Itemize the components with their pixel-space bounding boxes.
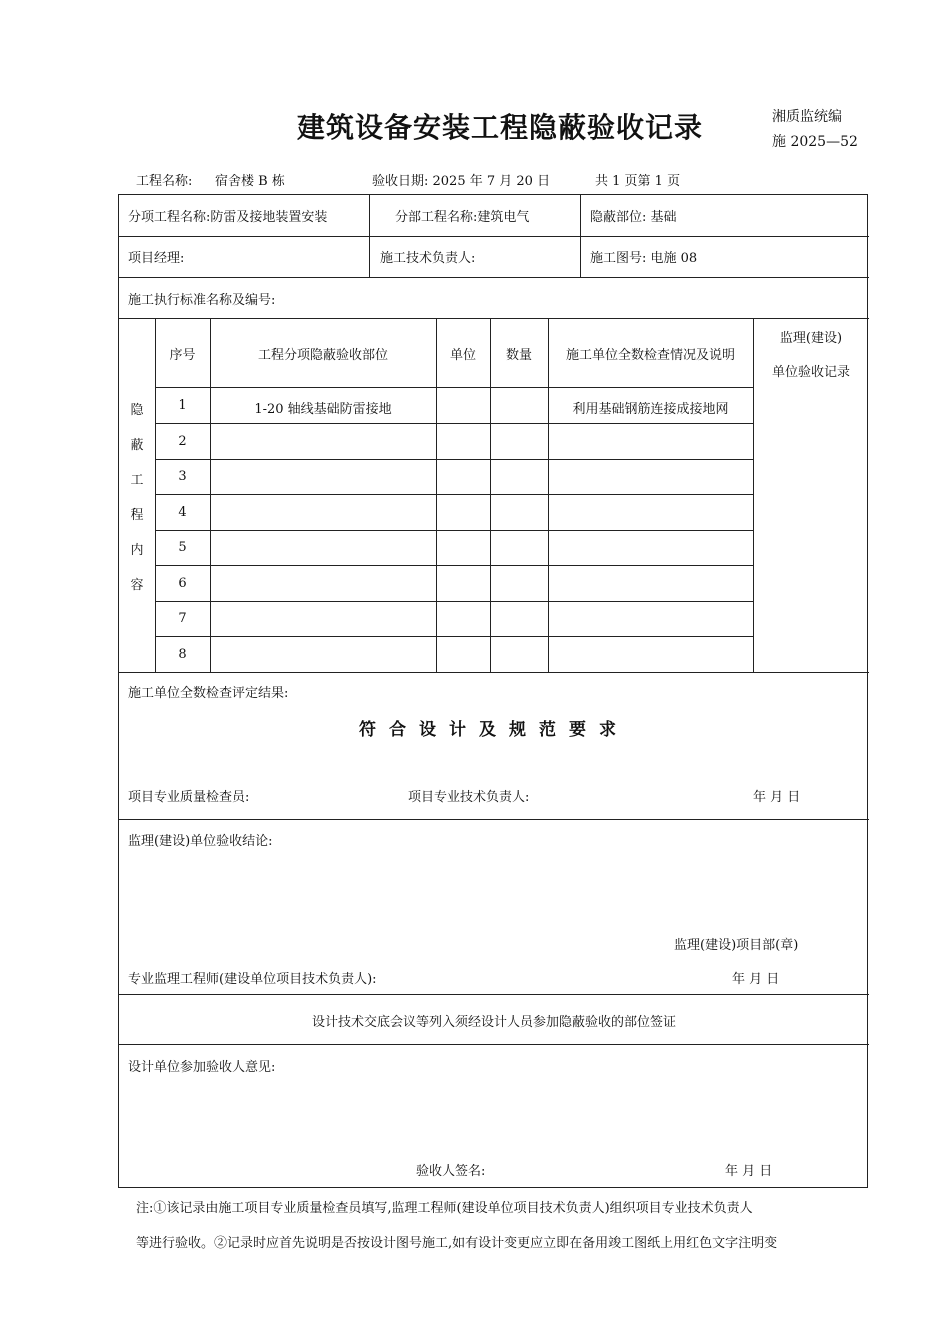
row-divider [155, 636, 753, 637]
design-section-title: 设计技术交底会议等列入须经设计人员参加隐蔽验收的部位签证 [311, 1015, 676, 1030]
result-label: 施工单位全数检查评定结果: [128, 686, 289, 701]
design-date: 年 月 日 [725, 1164, 773, 1179]
drawing-number: 施工图号: 电施 08 [590, 251, 698, 266]
row-divider [155, 601, 753, 602]
row-seq: 3 [178, 469, 187, 484]
side-label-char: 容 [130, 578, 144, 593]
row-divider [119, 819, 869, 820]
row-seq: 2 [178, 434, 187, 449]
document-title: 建筑设备安装工程隐蔽验收记录 [296, 111, 703, 144]
division-name: 分部工程名称:建筑电气 [395, 210, 530, 225]
header-part: 工程分项隐蔽验收部位 [257, 348, 388, 363]
technical-lead-label: 项目专业技术负责人: [408, 790, 530, 805]
design-opinion-label: 设计单位参加验收人意见: [128, 1060, 276, 1075]
row-divider [155, 423, 753, 424]
row-seq: 8 [178, 647, 187, 662]
sub-item-name: 分项工程名称:防雷及接地装置安装 [128, 210, 328, 225]
col-divider [490, 318, 491, 672]
form-code-line-2: 施 2025—52 [772, 134, 858, 150]
col-divider [548, 318, 549, 672]
header-unit: 单位 [449, 348, 476, 363]
result-value: 符合设计及规范要求 [359, 720, 629, 740]
page-count: 共 1 页第 1 页 [595, 174, 681, 189]
header-supervision-line2: 单位验收记录 [771, 365, 850, 380]
header-seq: 序号 [169, 348, 196, 363]
supervising-engineer-label: 专业监理工程师(建设单位项目技术负责人): [128, 972, 377, 987]
row-seq: 5 [178, 540, 187, 555]
row-divider [155, 387, 753, 388]
acceptor-signature-label: 验收人签名: [416, 1164, 486, 1179]
row-divider [119, 236, 869, 237]
row-divider [155, 459, 753, 460]
supervision-date: 年 月 日 [732, 972, 780, 987]
side-label-char: 蔽 [130, 438, 144, 453]
row-divider [119, 318, 869, 319]
side-label-char: 程 [130, 508, 144, 523]
row-divider [119, 1044, 869, 1045]
row-divider [155, 530, 753, 531]
row-seq: 1 [178, 398, 187, 413]
header-qty: 数量 [505, 348, 532, 363]
row-divider [119, 672, 869, 673]
row-divider [155, 565, 753, 566]
form-code-line-1: 湘质监统编 [772, 109, 842, 125]
note-line-2: 等进行验收。②记录时应首先说明是否按设计图号施工,如有设计变更应立即在备用竣工图纸上用红色文字注明变 [136, 1236, 778, 1251]
form-table [118, 194, 868, 1188]
row-divider [119, 277, 869, 278]
col-divider [436, 318, 437, 672]
project-name-label: 工程名称: [136, 174, 193, 189]
note-line-1: 注:①该记录由施工项目专业质量检查员填写,监理工程师(建设单位项目技术负责人)组织项目专业技术负责人 [136, 1201, 753, 1216]
row-seq: 6 [178, 576, 187, 591]
quality-inspector-label: 项目专业质量检查员: [128, 790, 250, 805]
header-supervision-line1: 监理(建设) [779, 331, 843, 346]
col-divider [369, 195, 370, 277]
header-check: 施工单位全数检查情况及说明 [565, 348, 735, 363]
side-label-char: 内 [130, 543, 144, 558]
row-divider [155, 494, 753, 495]
row-divider [119, 994, 869, 995]
project-name-value: 宿舍楼 B 栋 [215, 174, 285, 189]
construction-tech-lead-label: 施工技术负责人: [380, 251, 476, 266]
supervision-conclusion-label: 监理(建设)单位验收结论: [128, 834, 273, 849]
row-check: 利用基础钢筋连接成接地网 [572, 402, 729, 417]
acceptance-date: 验收日期: 2025 年 7 月 20 日 [372, 174, 551, 189]
row-seq: 7 [178, 611, 187, 626]
row-seq: 4 [178, 505, 187, 520]
side-label-char: 工 [130, 473, 144, 488]
row-part: 1-20 轴线基础防雷接地 [254, 402, 392, 417]
col-divider [210, 318, 211, 672]
hidden-part: 隐蔽部位: 基础 [590, 210, 677, 225]
project-manager-label: 项目经理: [128, 251, 185, 266]
standard-label: 施工执行标准名称及编号: [128, 293, 276, 308]
result-date: 年 月 日 [753, 790, 801, 805]
side-label-char: 隐 [130, 403, 144, 418]
supervision-seal-label: 监理(建设)项目部(章) [674, 938, 799, 953]
col-divider [580, 195, 581, 277]
